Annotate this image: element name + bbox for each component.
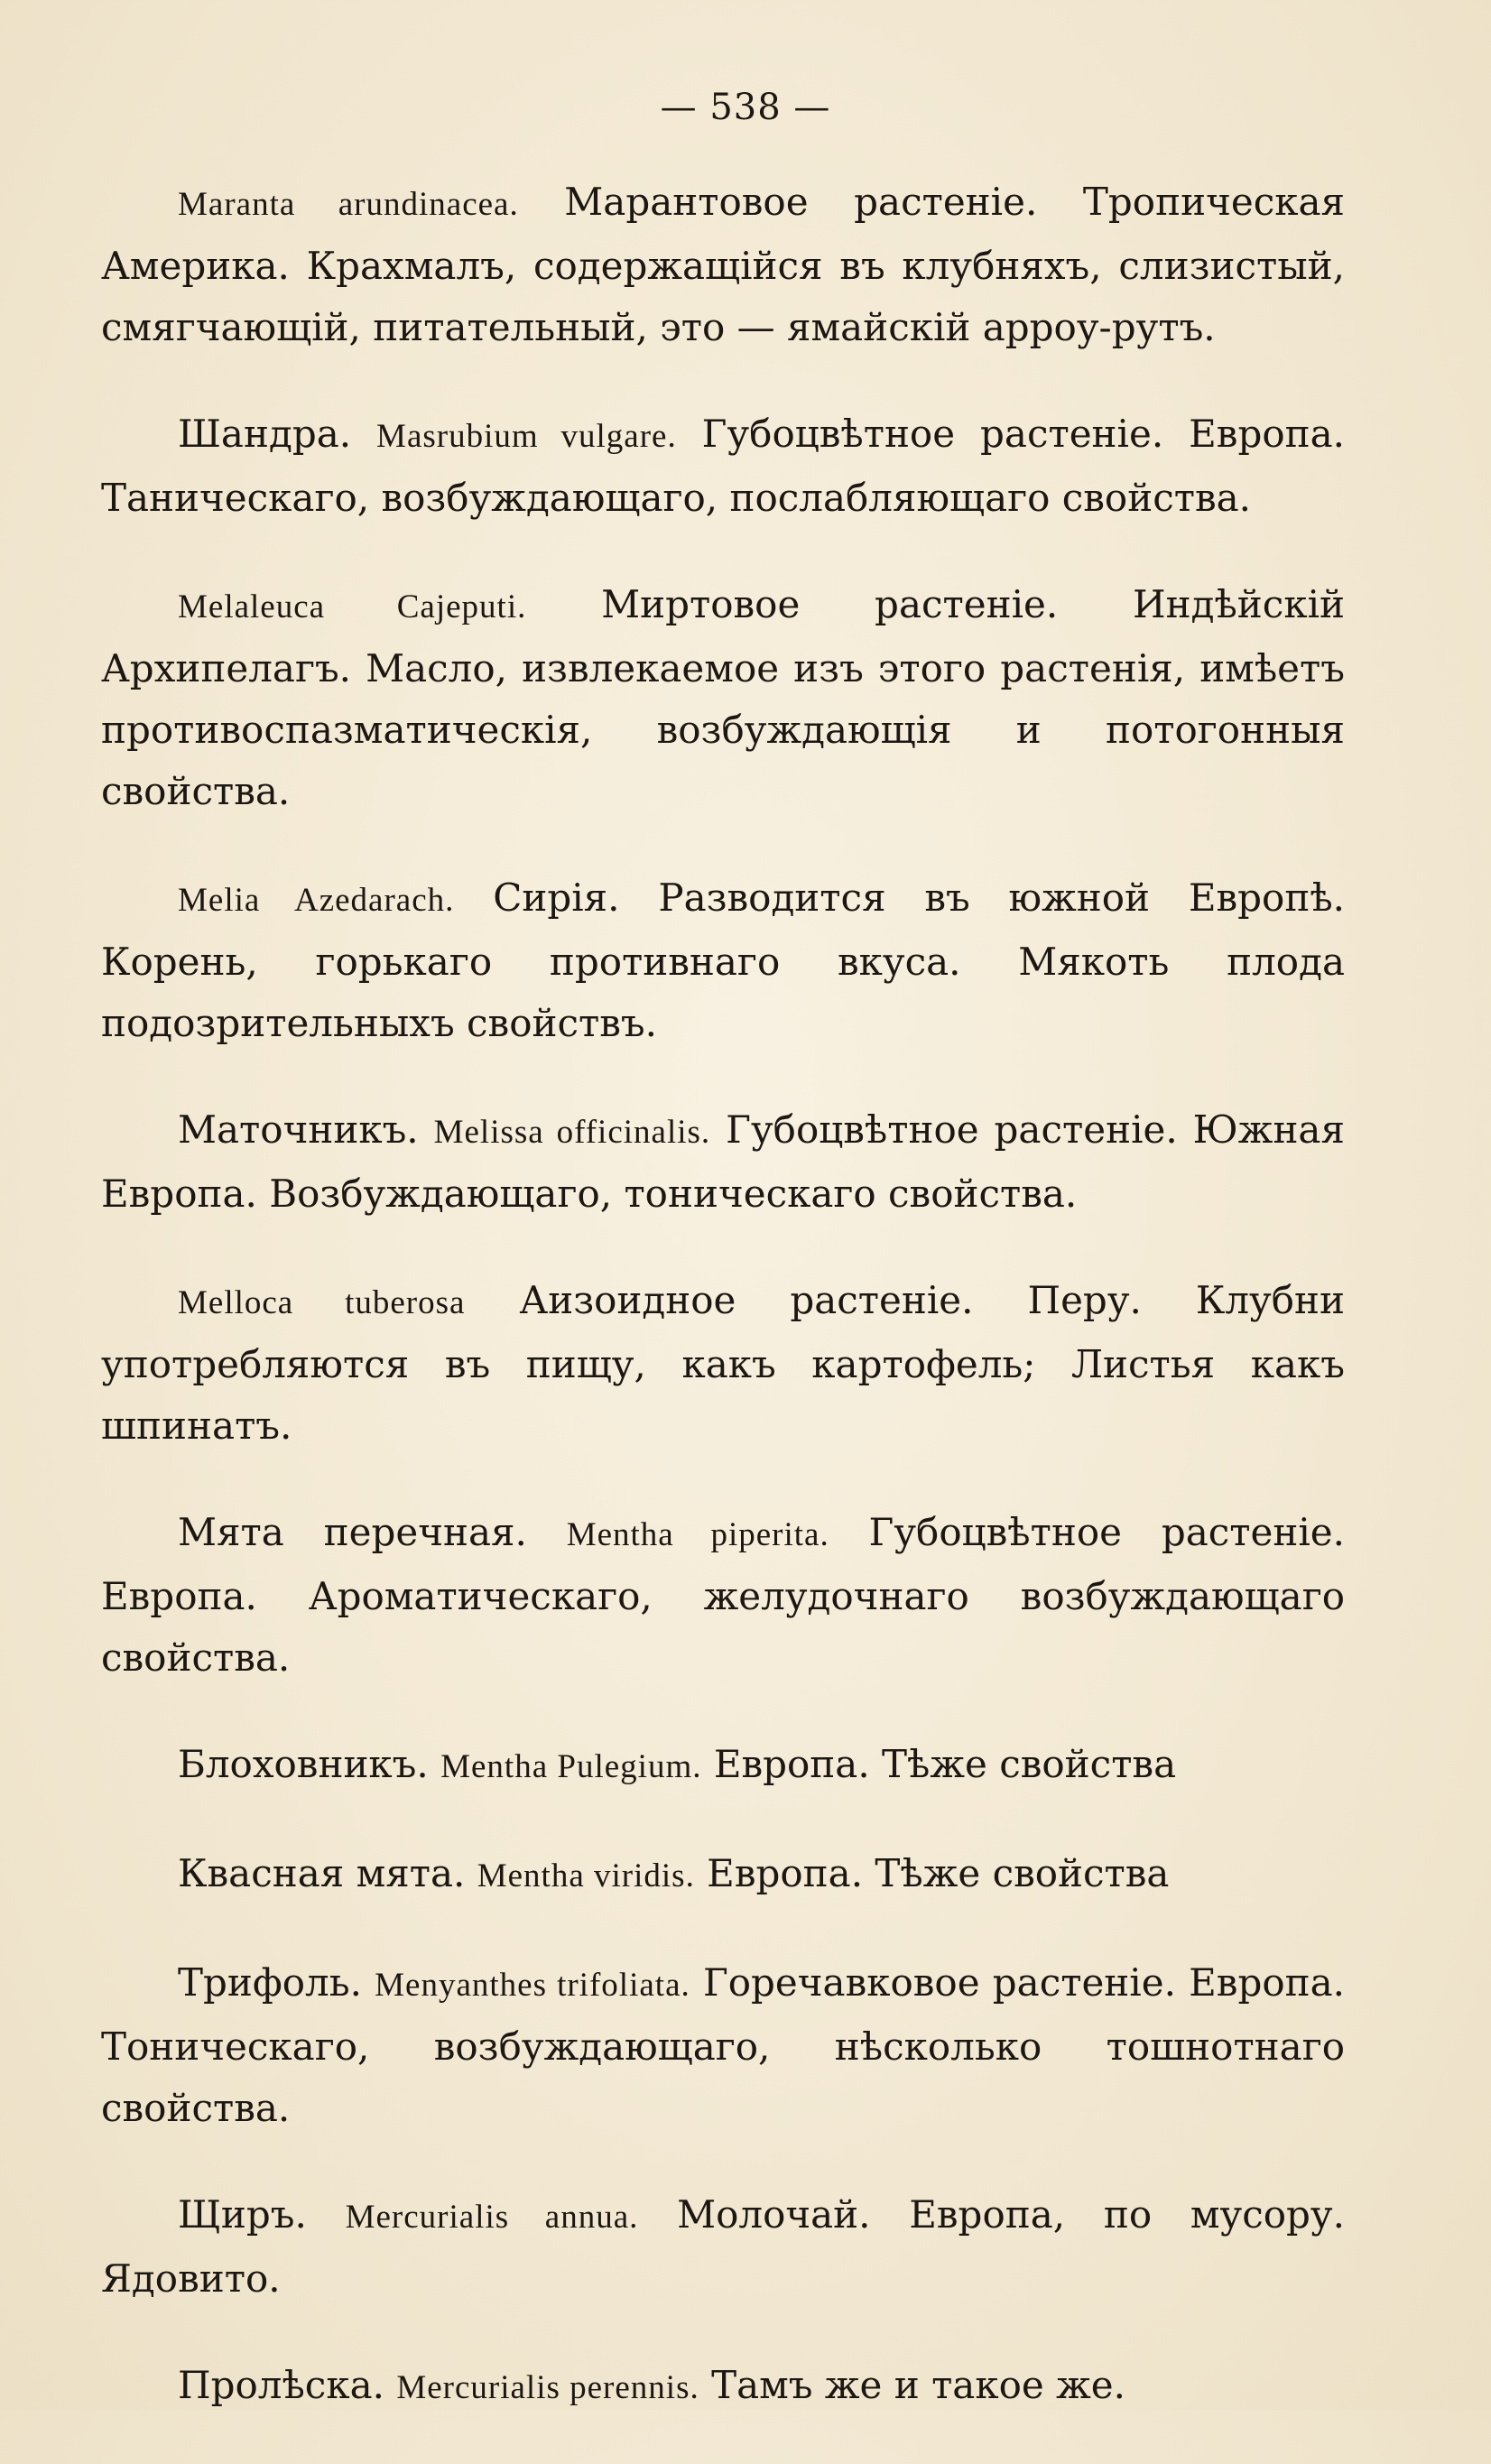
entry-latin-name: Melissa officinalis. [433, 1114, 711, 1151]
entry-text: Тамъ же и такое же. [699, 2363, 1125, 2407]
entry-common-name: Квасная мята. [178, 1851, 477, 1895]
entry-text: Горечавковое растеніе. Европа. Тоническаго, возбуждающаго, нѣсколько тошнотнаго свойства. [101, 1960, 1345, 2130]
entry-maranta [101, 171, 1345, 358]
entry-text: Аизоидное растеніе. Перу. Клубни употребляются въ пищу, какъ картофель; Листья какъ шпинатъ. [101, 1278, 1346, 1448]
entry-latin-name: Melaleuca Cajeputi. [178, 588, 527, 625]
entry-text: Европа. Тѣже свойства [694, 1851, 1170, 1895]
entry-mentha-viridis [101, 1843, 1345, 1907]
entry-text: Губоцвѣтное растеніе. Европа. Ароматическаго, желудочнаго возбуждающаго свойства. [101, 1510, 1345, 1680]
entry-common-name: Щиръ. [178, 2192, 346, 2237]
entry-latin-name: Mentha viridis. [477, 1857, 695, 1894]
entry-melia [101, 867, 1345, 1054]
entry-melaleuca [101, 574, 1345, 822]
entry-common-name: Мята перечная. [178, 1510, 567, 1554]
entry-common-name: Пролѣска. [178, 2363, 397, 2407]
entry-melloca [101, 1270, 1345, 1457]
entry-common-name: Трифоль. [178, 1960, 375, 2005]
entry-text: Миртовое растеніе. Индѣйскій Архипелагъ. Масло, извлекаемое изъ этого растенія, имѣетъ противоспазматическія, возбуждающія и потогонныя свойства. [101, 582, 1345, 813]
entry-latin-name: Melloca tuberosa [178, 1284, 466, 1321]
entry-melissa [101, 1099, 1345, 1225]
page-number: — 538 — [660, 87, 831, 128]
page-body [101, 171, 1345, 2464]
entry-mercurialis-perennis [101, 2355, 1345, 2419]
entry-text: Губоцвѣтное растеніе. Южная Европа. Возбуждающаго, тоническаго свойства. [101, 1107, 1345, 1216]
entry-latin-name: Mercurialis annua. [345, 2199, 639, 2236]
entry-latin-name: Mentha piperita. [566, 1516, 829, 1553]
entry-text: Европа. Тѣже свойства [701, 1742, 1177, 1786]
entry-text: Сирія. Разводится въ южной Европѣ. Корень, горькаго противнаго вкуса. Мякоть плода подозрительныхъ свойствъ. [101, 875, 1345, 1045]
entry-menyanthes [101, 1952, 1345, 2139]
entry-latin-name: Masrubium vulgare. [376, 418, 677, 455]
entry-mercurialis-annua [101, 2184, 1345, 2310]
entry-latin-name: Maranta arundinacea. [178, 186, 519, 223]
entry-common-name: Шандра. [178, 412, 377, 456]
entry-mentha-pulegium [101, 1734, 1345, 1798]
entry-marrubium [101, 403, 1345, 529]
entry-common-name: Маточникъ. [178, 1107, 434, 1152]
entry-text: Молочай. Европа, по мусору. Ядовито. [101, 2192, 1345, 2301]
entry-common-name: Блоховникъ. [178, 1742, 441, 1786]
entry-text: Губоцвѣтное растеніе. Европа. Таническаго, возбуждающаго, послабляющаго свойства. [101, 412, 1345, 520]
entry-mentha-piperita [101, 1502, 1345, 1689]
entry-latin-name: Mercurialis perennis. [396, 2369, 699, 2406]
entry-latin-name: Melia Azedarach. [178, 882, 455, 919]
entry-text: Марантовое растеніе. Тропическая Америка. Крахмалъ, содержащійся въ клубняхъ, слизистый, смягчающій, питательный, это — ямайскій арроу-рутъ. [101, 180, 1345, 349]
entry-latin-name: Menyanthes trifoliata. [375, 1967, 690, 2004]
entry-latin-name: Mentha Pulegium. [440, 1748, 702, 1785]
